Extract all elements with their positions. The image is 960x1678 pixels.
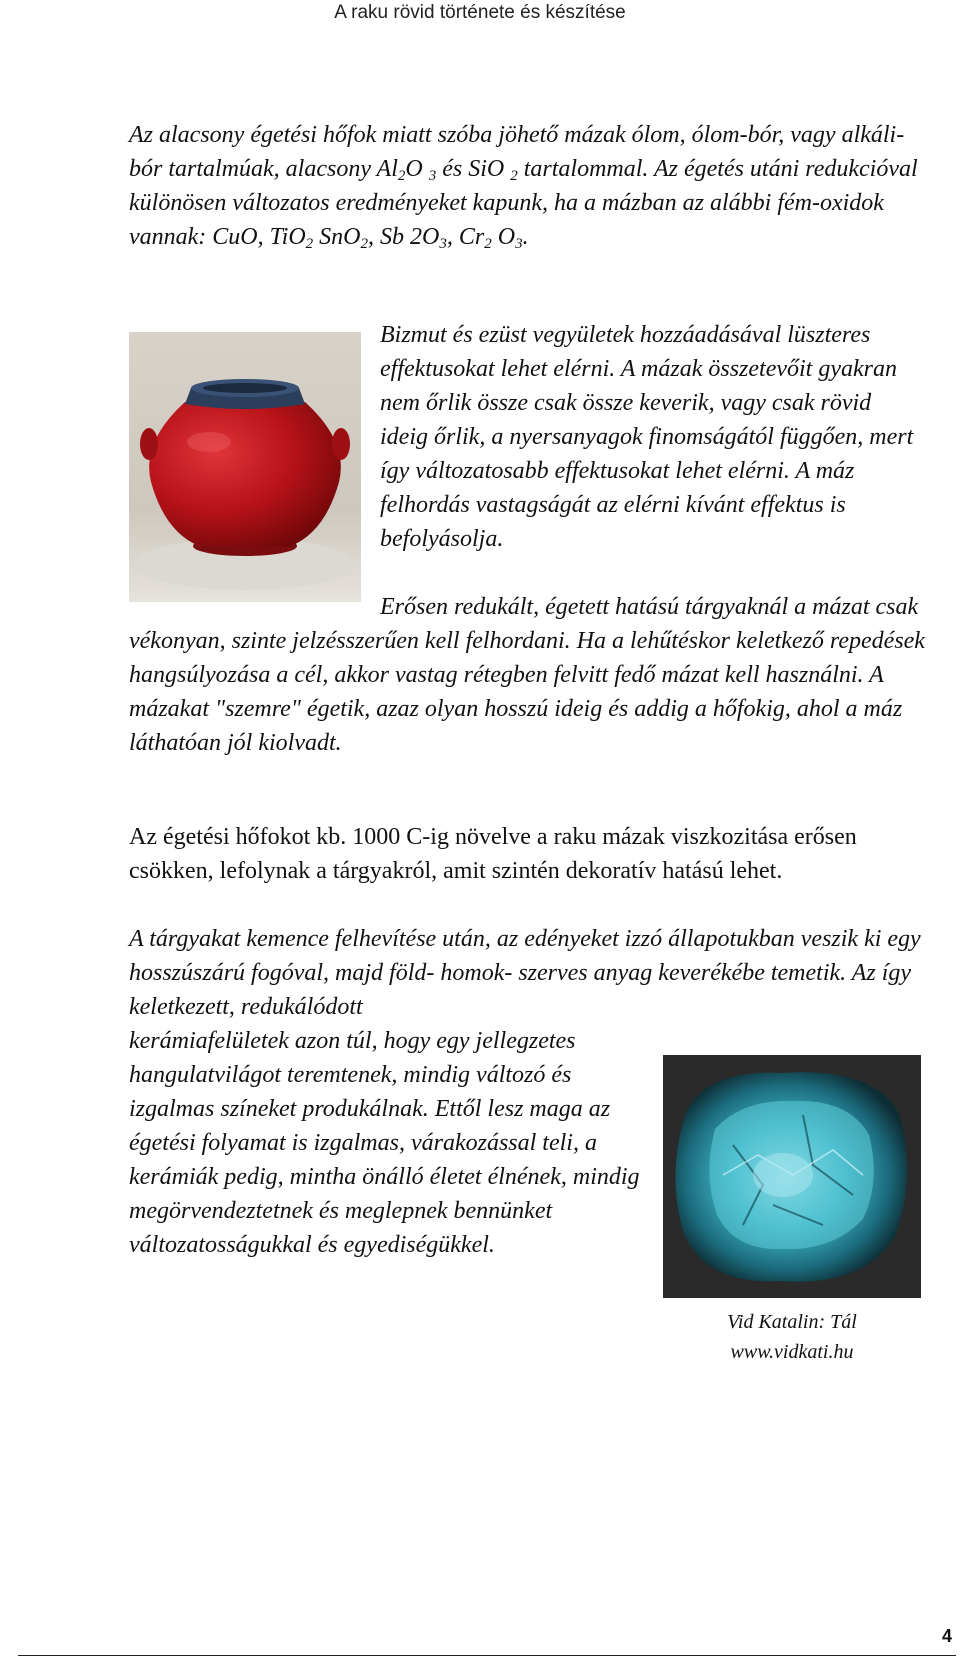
- subscript: 2: [484, 236, 492, 252]
- subscript: 2: [305, 236, 314, 252]
- subscript: 2: [510, 168, 518, 184]
- text-run: O: [491, 224, 516, 250]
- paragraph-reduction-glazing: [129, 590, 929, 760]
- paragraph-glaze-composition: [129, 118, 929, 254]
- text-run: .: [522, 224, 529, 250]
- subscript: 2: [397, 168, 406, 184]
- text-run: és SiO: [436, 156, 511, 182]
- figure-caption-website: www.vidkati.hu: [730, 1341, 854, 1363]
- paragraph-luster-effects: Bizmut és ezüst vegyületek hozzáadásával lüszteres effektusokat lehet elérni. A mázak összetevőit gyakran nem őrlik össze csak össze keverik, vagy csak rövid ideig őrlik, a nyersanyagok finomságától függően, mert így változatosabb effektusokat lehet elérni. A máz felhordás vastagságát az elérni kívánt effektus is befolyásolja.: [380, 322, 914, 552]
- paragraph-ceramic-surfaces: kerámiafelületek azon túl, hogy egy jellegzetes hangulatvilágot teremtenek, mindig változó és izgalmas színeket produkálnak. Ettől lesz maga az égetési folyamat is izgalmas, várakozással teli, a kerámiák pedig, mintha önálló életet élnének, mindig megörvendeztetnek és meglepnek bennünket változatosságukkal és egyediségükkel.: [129, 1028, 640, 1258]
- text-run: O: [405, 156, 429, 182]
- text-run: , Cr: [446, 224, 485, 250]
- page-number: 4: [941, 1626, 952, 1646]
- paragraph-kiln-removal: A tárgyakat kemence felhevítése után, az edényeket izzó állapotukban veszik ki egy hosszúszárú fogóval, majd föld- homok- szerves anyag keverékébe temetik. Az így keletkezett, redukálódott: [129, 926, 921, 1020]
- subscript: 3: [428, 168, 437, 184]
- running-header: A raku rövid története és készítése: [334, 2, 626, 23]
- subscript: 3: [439, 236, 447, 252]
- subscript: 2: [360, 236, 369, 252]
- paragraph-firing-temperature: Az égetési hőfokot kb. 1000 C-ig növelve a raku mázak viszkozitása erősen csökken, lefolynak a tárgyakról, amit szintén dekoratív hatású lehet.: [129, 824, 857, 884]
- text-run: SnO: [313, 224, 361, 250]
- turquoise-raku-bowl-photo: [663, 1055, 921, 1298]
- figure-caption-author: Vid Katalin: Tál: [727, 1311, 857, 1333]
- text-run: Az alacsony égetési hőfok miatt szóba jöhető mázak ólom, ólom-bór, vagy alkáli-bór tartalmúak, alacsony Al: [129, 122, 905, 182]
- subscript: 3: [515, 236, 523, 252]
- footer-rule: [18, 1655, 956, 1656]
- text-run: Erősen redukált, égetett hatású tárgyaknál a mázat csak vékonyan, szinte jelzésszerűen kell felhordani. Ha a lehűtéskor keletkező repedések hangsúlyozása a cél, akkor vastag rétegben felvitt fedő mázat kell használni. A mázakat "szemre" égetik, azaz olyan hosszú ideig és addig a hőfokig, ahol a máz láthatóan jól kiolvadt.: [129, 594, 925, 756]
- text-run: tartalommal. Az égetés utáni redukcióval különösen változatos eredményeket kapunk, ha a mázban az alábbi fém-oxidok vannak: CuO, TiO: [129, 156, 918, 250]
- red-raku-vase-photo: [129, 332, 361, 602]
- text-run: , Sb 2O: [368, 224, 440, 250]
